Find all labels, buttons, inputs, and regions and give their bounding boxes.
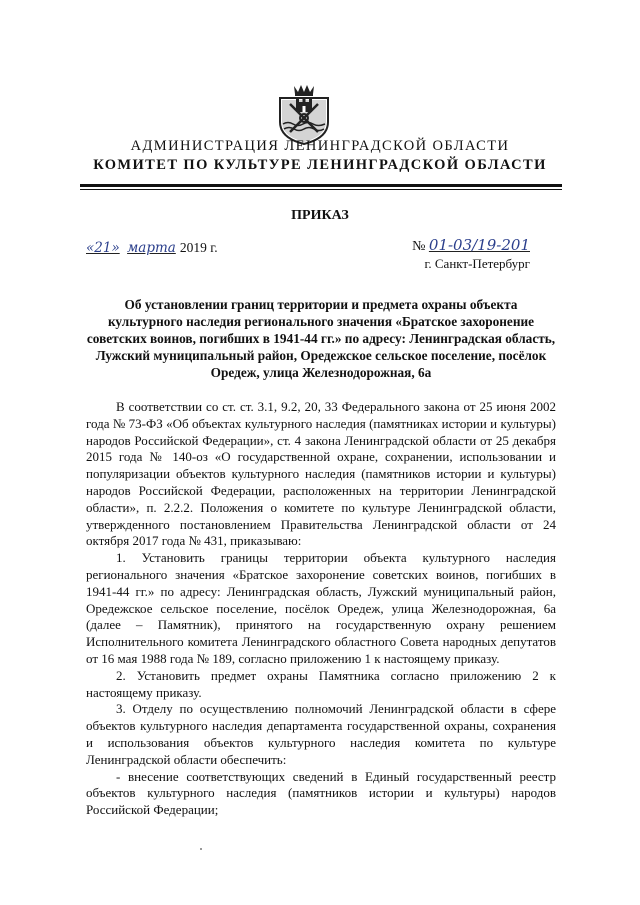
committee-heading: КОМИТЕТ ПО КУЛЬТУРЕ ЛЕНИНГРАДСКОЙ ОБЛАСТИ <box>93 157 547 173</box>
document-title: Об установлении границ территории и предмета охраны объекта культурного наследия регионального значения «Братское захоронение советских воинов, погибших в 1941-44 гг.» по адресу: Ленинградская область, Лужский муниципальный район, Оредежское сельское поселение, посёлок Оредеж, улица Железнодорожная, 6а <box>86 297 556 380</box>
order-city: г. Санкт-Петербург <box>424 256 530 271</box>
order-date <box>86 240 218 256</box>
administration-heading: АДМИНИСТРАЦИЯ ЛЕНИНГРАДСКОЙ ОБЛАСТИ <box>130 138 510 154</box>
item-2-paragraph: 2. Установить предмет охраны Памятника согласно приложению 2 к настоящему приказу. <box>86 667 556 700</box>
number-prefix: № <box>412 239 426 254</box>
item-1-paragraph: 1. Установить границы территории объекта культурного наследия регионального значения «Братское захоронение советских воинов, погибших в 1941-44 гг.» по адресу: Ленинградская область, Лужский муниципальный район, Оредежское сельское поселение, посёлок Оредеж, улица Железнодорожная, 6а (далее – Памятник), принятого на государственную охрану решением Исполнительного комитета Ленинградского областного Совета народных депутатов от 16 мая 1988 года № 189, согласно приложению 1 к настоящему приказу. <box>86 550 556 666</box>
coat-of-arms-emblem <box>274 82 334 146</box>
header-rule-thin <box>80 189 562 190</box>
date-month: марта <box>127 240 176 256</box>
item-3-dash-paragraph: - внесение соответствующих сведений в Единый государственный реестр объектов культурного наследия (памятников истории и культуры) народов Российской Федерации; <box>86 768 556 818</box>
preamble-paragraph: В соответствии со ст. ст. 3.1, 9.2, 20, 33 Федерального закона от 25 июня 2002 года № 73-ФЗ «Об объектах культурного наследия (памятниках истории и культуры) народов Российской Федерации», ст. 4 закона Ленинградской области от 25 декабря 2015 года № 140-оз «О государственной охране, сохранении, использовании и популяризации объектов культурного наследия (памятников истории и культуры) народов Российской Федерации, расположенных на территории Ленинградской области», п. 2.2.2. Положения о комитете по культуре Ленинградской области, утвержденного постановлением Правительства Ленинградской области от 24 октября 2017 года № 431, приказываю: <box>86 399 556 549</box>
order-title: ПРИКАЗ <box>291 208 349 223</box>
document-body <box>86 399 556 819</box>
scan-speck <box>200 848 202 850</box>
date-day: «21» <box>86 240 120 256</box>
header-rule-thick <box>80 184 562 187</box>
number-value: 01-03/19-201 <box>428 236 530 254</box>
date-year: 2019 г. <box>179 240 218 255</box>
order-number <box>412 236 530 255</box>
item-3-paragraph: 3. Отделу по осуществлению полномочий Ленинградской области в сфере объектов культурного наследия департамента государственной охраны, сохранения и использования объектов культурного наследия комитета по культуре Ленинградской области обеспечить: <box>86 701 556 767</box>
